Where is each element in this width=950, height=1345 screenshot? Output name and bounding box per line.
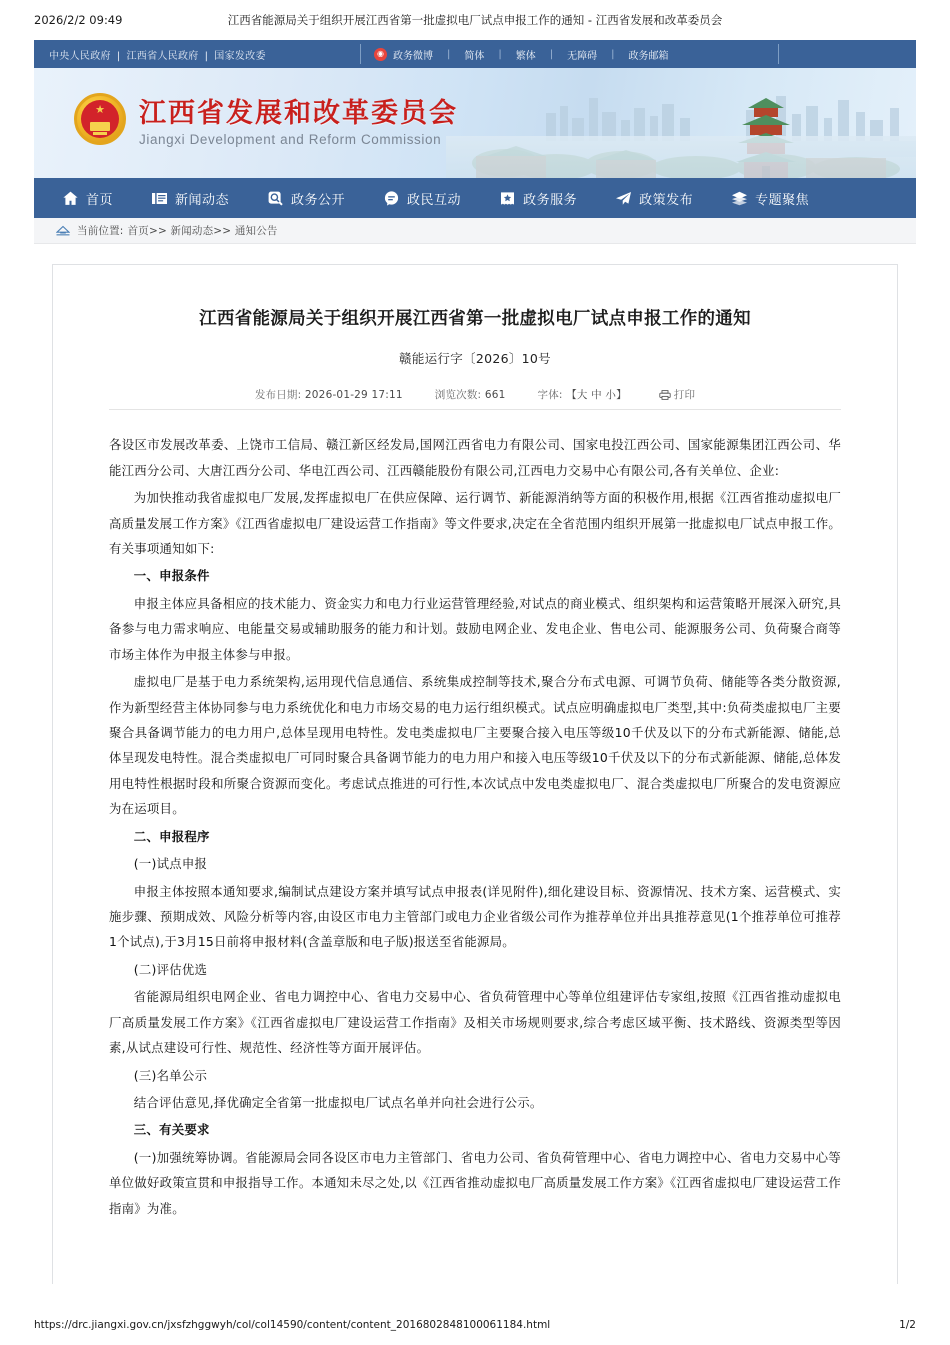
- emblem-inner: [81, 100, 119, 138]
- magnifier-icon: [267, 190, 284, 207]
- breadcrumb: [34, 218, 916, 244]
- nav-label-news: 新闻动态: [175, 192, 230, 208]
- print-datetime: 2026/2/2 09:49: [34, 13, 123, 27]
- util-simplified[interactable]: 简体: [464, 50, 485, 62]
- chat-icon: [383, 190, 400, 207]
- site-brand: [139, 98, 458, 147]
- article-paragraph: (二)评估优选: [133, 961, 208, 977]
- nav-label-topics: 专题聚焦: [755, 192, 810, 208]
- article-body: [109, 432, 841, 1221]
- util-traditional[interactable]: 繁体: [515, 50, 536, 62]
- webpage-frame: [34, 40, 916, 1284]
- main-navigation: [34, 178, 916, 218]
- layers-icon: [731, 190, 748, 207]
- font-size-control[interactable]: [538, 387, 627, 402]
- article-paragraph: 各设区市发展改革委、上饶市工信局、赣江新区经发局,国网江西省电力有限公司、国家电投江西公司、国家能源集团江西公司、华能江西分公司、大唐江西分公司、华电江西公司、江西赣能股份有限公司,江西电力交易中心有限公司,各有关单位、企业:: [109, 437, 841, 478]
- gov-link-sep-2: |: [204, 50, 209, 62]
- util-sep-1: |: [447, 48, 451, 60]
- util-sep-3: |: [549, 48, 554, 60]
- top-utility-bar: [34, 40, 916, 68]
- national-emblem-icon: [74, 93, 126, 145]
- util-sep-4: |: [611, 48, 615, 60]
- nav-item-policy[interactable]: [615, 189, 693, 208]
- nav-item-service[interactable]: [499, 189, 577, 208]
- nav-item-govinfo[interactable]: [267, 189, 345, 208]
- article-paragraph: 申报主体按照本通知要求,编制试点建设方案并填写试点申报表(详见附件),细化建设目标、资源情况、技术方案、运营模式、实施步骤、预期成效、风险分析等内容,由设区市电力主管部门或电力企业省级公司作为推荐单位并出具推荐意见(1个推荐单位可推荐1个试点),于3月15日前将申报材料(含盖章版和电子版)报送至省能源局。: [109, 883, 841, 950]
- ticket-star-icon: [499, 190, 516, 207]
- topbar-divider-left: [360, 44, 361, 64]
- government-links: [34, 47, 269, 62]
- home-icon: [62, 190, 79, 207]
- view-count-label: 浏览次数:: [434, 389, 482, 402]
- utility-links: [374, 47, 671, 62]
- article-paragraph: 省能源局组织电网企业、省电力调控中心、省电力交易中心、省负荷管理中心等单位组建评估专家组,按照《江西省推动虚拟电厂高质量发展工作方案》《江西省虚拟电厂建设运营工作指南》及相关市场规则要求,综合考虑区域平衡、技术路线、资源类型等因素,从试点建设可行性、规范性、经济性等方面开展评估。: [109, 989, 841, 1056]
- gov-link-province[interactable]: 江西省人民政府: [126, 50, 199, 62]
- article-heading: 一、申报条件: [133, 568, 210, 584]
- article-paragraph: (三)名单公示: [133, 1067, 208, 1083]
- breadcrumb-path[interactable]: 首页>> 新闻动态>> 通知公告: [127, 225, 278, 237]
- util-mailbox[interactable]: 政务邮箱: [628, 50, 669, 62]
- page-title: 江西省能源局关于组织开展江西省第一批虚拟电厂试点申报工作的通知: [199, 309, 751, 329]
- print-footer: [0, 1319, 950, 1331]
- nav-label-interaction: 政民互动: [407, 192, 462, 208]
- article-paragraph: 结合评估意见,择优确定全省第一批虚拟电厂试点名单并向社会进行公示。: [133, 1094, 543, 1110]
- emblem-gate-icon: [90, 122, 110, 131]
- util-accessibility[interactable]: 无障碍: [567, 50, 598, 62]
- paper-plane-icon: [615, 190, 632, 207]
- nav-item-news[interactable]: [151, 189, 229, 208]
- article-paragraph: (一)试点申报: [133, 856, 208, 872]
- breadcrumb-prefix: 当前位置:: [77, 225, 124, 237]
- print-footer-page: 1/2: [899, 1319, 916, 1331]
- print-footer-url: https://drc.jiangxi.gov.cn/jxsfzhggwyh/col/col14590/content/content_2016802848100061184.html: [34, 1319, 551, 1331]
- weibo-icon: ◉: [374, 48, 387, 61]
- publish-date-label: 发布日期:: [254, 389, 302, 402]
- nav-item-home[interactable]: [62, 189, 113, 208]
- nav-item-topics[interactable]: [731, 189, 809, 208]
- article-paragraph: 虚拟电厂是基于电力系统架构,运用现代信息通信、系统集成控制等技术,聚合分布式电源、可调节负荷、储能等各类分散资源,作为新型经营主体协同参与电力系统优化和电力市场交易的电力运行组织模式。试点应明确虚拟电厂类型,其中:负荷类虚拟电厂主要聚合具备调节能力的电力用户,总体呈现用电特性。发电类虚拟电厂主要聚合接入电压等级10千伏及以下的分布式新能源、储能,总体呈现发电特性。混合类虚拟电厂可同时聚合具备调节能力的电力用户和接入电压等级10千伏及以下的分布式新能源、储能,总体发用电特性根据时段和所聚合资源而变化。考虑试点推进的可行性,本次试点中发电类虚拟电厂、混合类虚拟电厂所聚合的发电资源应为在运项目。: [109, 674, 841, 817]
- nav-item-interaction[interactable]: [383, 189, 461, 208]
- nav-label-govinfo: 政务公开: [291, 192, 346, 208]
- brand-title-cn: 江西省发展和改革委员会: [139, 98, 458, 129]
- content-area: [34, 264, 916, 1284]
- article-paragraph: 申报主体应具备相应的技术能力、资金实力和电力行业运营管理经验,对试点的商业模式、组织架构和运营策略开展深入研究,具备参与电力需求响应、电能量交易或辅助服务的能力和计划。鼓励电网企业、发电企业、售电公司、能源服务公司、负荷聚合商等市场主体作为申报主体参与申报。: [109, 595, 841, 662]
- article-heading: 三、有关要求: [133, 1122, 210, 1138]
- gov-link-ndrc[interactable]: 国家发改委: [214, 50, 266, 62]
- font-size-label: 字体:: [537, 389, 563, 402]
- brand-title-en: Jiangxi Development and Reform Commission: [139, 132, 442, 148]
- river-image: [446, 136, 916, 178]
- topbar-divider-right: [778, 44, 779, 64]
- nav-label-home: 首页: [86, 192, 114, 208]
- emblem-star-icon: ★: [95, 103, 105, 116]
- printer-icon: [659, 390, 671, 400]
- gov-link-central[interactable]: 中央人民政府: [49, 50, 111, 62]
- news-icon: [151, 190, 168, 207]
- weibo-link[interactable]: 政务微博: [393, 50, 433, 62]
- article-card: [52, 264, 898, 1284]
- publish-date: [255, 387, 403, 402]
- article-heading: 二、申报程序: [133, 828, 210, 844]
- view-count-value: 661: [484, 389, 506, 402]
- article-paragraph: (一)加强统筹协调。省能源局会同各设区市电力主管部门、省电力公司、省负荷管理中心、省电力调控中心、省电力交易中心等单位做好政策宣贯和申报指导工作。本通知未尽之处,以《江西省推动虚拟电厂高质量发展工作方案》《江西省虚拟电厂建设运营工作指南》为准。: [109, 1149, 841, 1216]
- print-button[interactable]: [659, 387, 695, 402]
- view-count: [435, 387, 506, 402]
- print-header: [0, 0, 950, 40]
- publish-date-value: 2026-01-29 17:11: [304, 389, 403, 402]
- util-sep-2: |: [498, 48, 502, 60]
- print-label: 打印: [673, 389, 696, 402]
- article-meta: [109, 387, 841, 410]
- nav-label-policy: 政策发布: [639, 192, 694, 208]
- site-banner: [34, 68, 916, 178]
- print-page-title: 江西省能源局关于组织开展江西省第一批虚拟电厂试点申报工作的通知 - 江西省发展和改革委员会: [227, 13, 723, 27]
- nav-label-service: 政务服务: [523, 192, 578, 208]
- document-number: 赣能运行字〔2026〕10号: [399, 351, 551, 367]
- gov-link-sep-1: |: [116, 50, 121, 62]
- article-paragraph: 为加快推动我省虚拟电厂发展,发挥虚拟电厂在供应保障、运行调节、新能源消纳等方面的积极作用,根据《江西省推动虚拟电厂高质量发展工作方案》《江西省虚拟电厂建设运营工作指南》等文件要求,决定在全省范围内组织开展第一批虚拟电厂试点申报工作。有关事项通知如下:: [109, 490, 841, 557]
- home-roof-icon: [56, 225, 70, 237]
- font-size-options[interactable]: 【大 中 小】: [566, 389, 627, 402]
